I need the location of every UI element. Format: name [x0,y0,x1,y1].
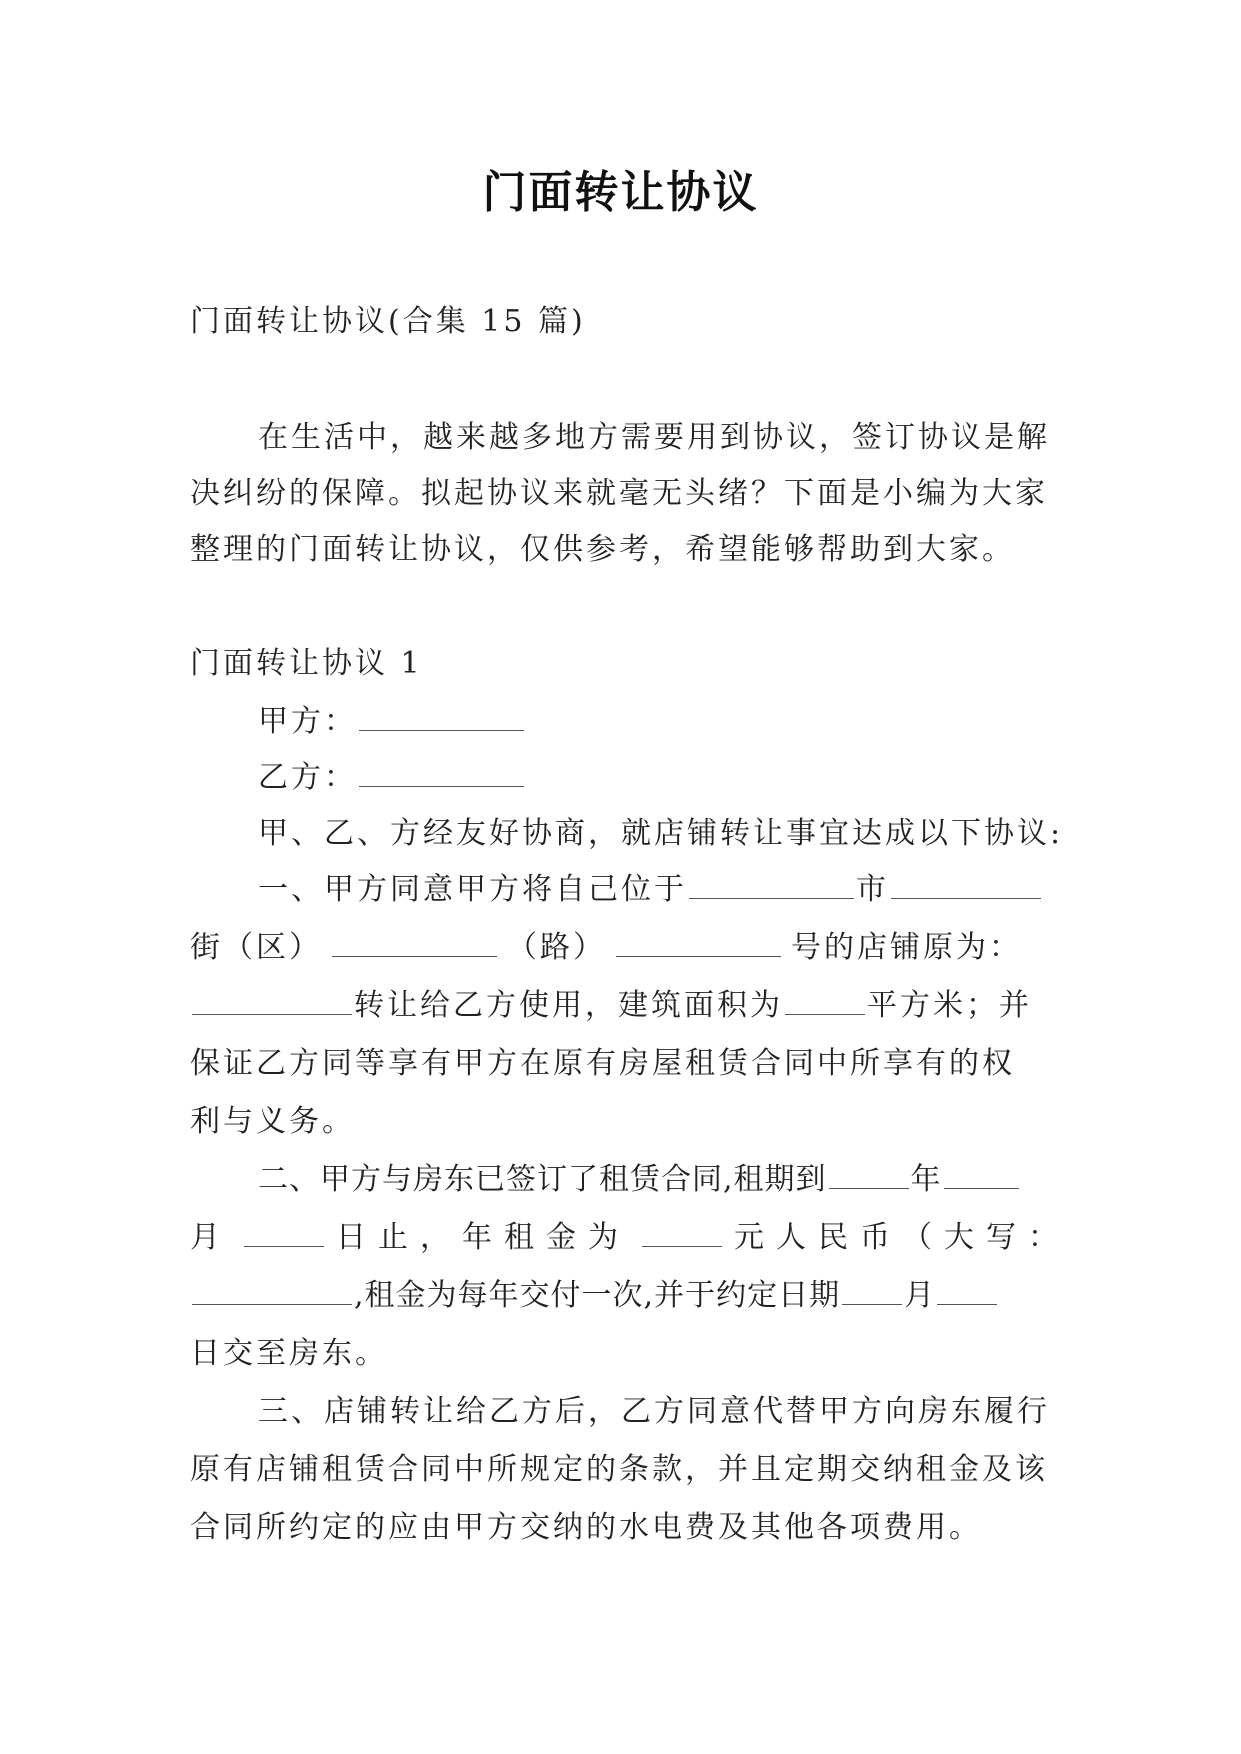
payment-month-blank [842,1303,902,1305]
clause1-line-1 [258,864,1052,908]
agreement-intro-line: 甲、乙、方经友好协商，就店铺转让事宜达成以下协议: [258,816,1064,851]
clause2-text: 月 [190,1220,232,1255]
party-b-label: 乙方： [258,760,357,795]
clause1-line-3 [190,980,1052,1024]
term-year-blank [829,1187,909,1189]
annual-rent-blank [642,1245,722,1247]
party-b-line [258,752,1052,796]
rent-in-words-blank [192,1303,352,1305]
clause3-line-2: 原有店铺租赁合同中所规定的条款，并且定期交纳租金及该 [190,1452,1048,1487]
clause2-line-3 [190,1270,1052,1314]
clause2-text: 日止，年租金为 [336,1220,630,1255]
original-use-blank [192,1013,352,1015]
clause1-line-4: 保证乙方同等享有甲方在原有房屋租赁合同中所享有的权 [190,1046,1015,1081]
clause1-text: 平方米；并 [867,988,1032,1023]
clause2-line-2 [190,1212,1070,1256]
party-a-line [258,696,1052,740]
section-heading: 门面转让协议 1 [190,646,423,681]
clause2-text: 元人民币（大写： [734,1220,1070,1255]
term-day-blank [244,1245,324,1247]
clause1-text: 街（区） [190,930,322,965]
clause1-text: 号的店铺原为： [791,930,1022,965]
clause3-line-1: 三、店铺转让给乙方后，乙方同意代替甲方向房东履行 [258,1394,1050,1429]
intro-line-3: 整理的门面转让协议，仅供参考，希望能够帮助到大家。 [190,532,1015,567]
clause1-text: （路） [507,930,606,965]
clause1-line-2 [190,922,1052,966]
clause1-text: 市 [856,872,889,907]
area-blank [785,1013,865,1015]
clause1-text: 一、甲方同意甲方将自己位于 [258,872,687,907]
clause3-line-3: 合同所约定的应由甲方交纳的水电费及其他各项费用。 [190,1510,982,1545]
intro-line-2: 决纠纷的保障。拟起协议来就毫无头绪？下面是小编为大家 [190,476,1048,511]
street-blank [332,955,497,957]
clause2-line-4: 日交至房东。 [190,1336,388,1371]
location-blank [689,897,854,899]
road-blank [616,955,781,957]
clause2-text: 二、甲方与房东已签订了租赁合同,租期到 [258,1162,827,1197]
term-month-blank [944,1187,1019,1189]
payment-day-blank [937,1303,997,1305]
party-b-blank [359,785,524,787]
city-blank [891,897,1041,899]
clause1-line-5: 利与义务。 [190,1104,355,1139]
clause2-text: 月 [904,1278,936,1313]
document-title: 门面转让协议 [482,167,759,218]
party-a-blank [359,729,524,731]
collection-subtitle: 门面转让协议(合集 15 篇) [190,304,586,339]
clause2-line-1 [258,1154,1052,1198]
clause2-text: 年 [910,1162,942,1197]
clause1-text: 转让给乙方使用，建筑面积为 [354,988,783,1023]
intro-line-1: 在生活中，越来越多地方需要用到协议，签订协议是解 [258,420,1050,455]
clause2-text: ,租金为每年交付一次,并于约定日期 [354,1278,841,1313]
party-a-label: 甲方： [258,704,357,739]
